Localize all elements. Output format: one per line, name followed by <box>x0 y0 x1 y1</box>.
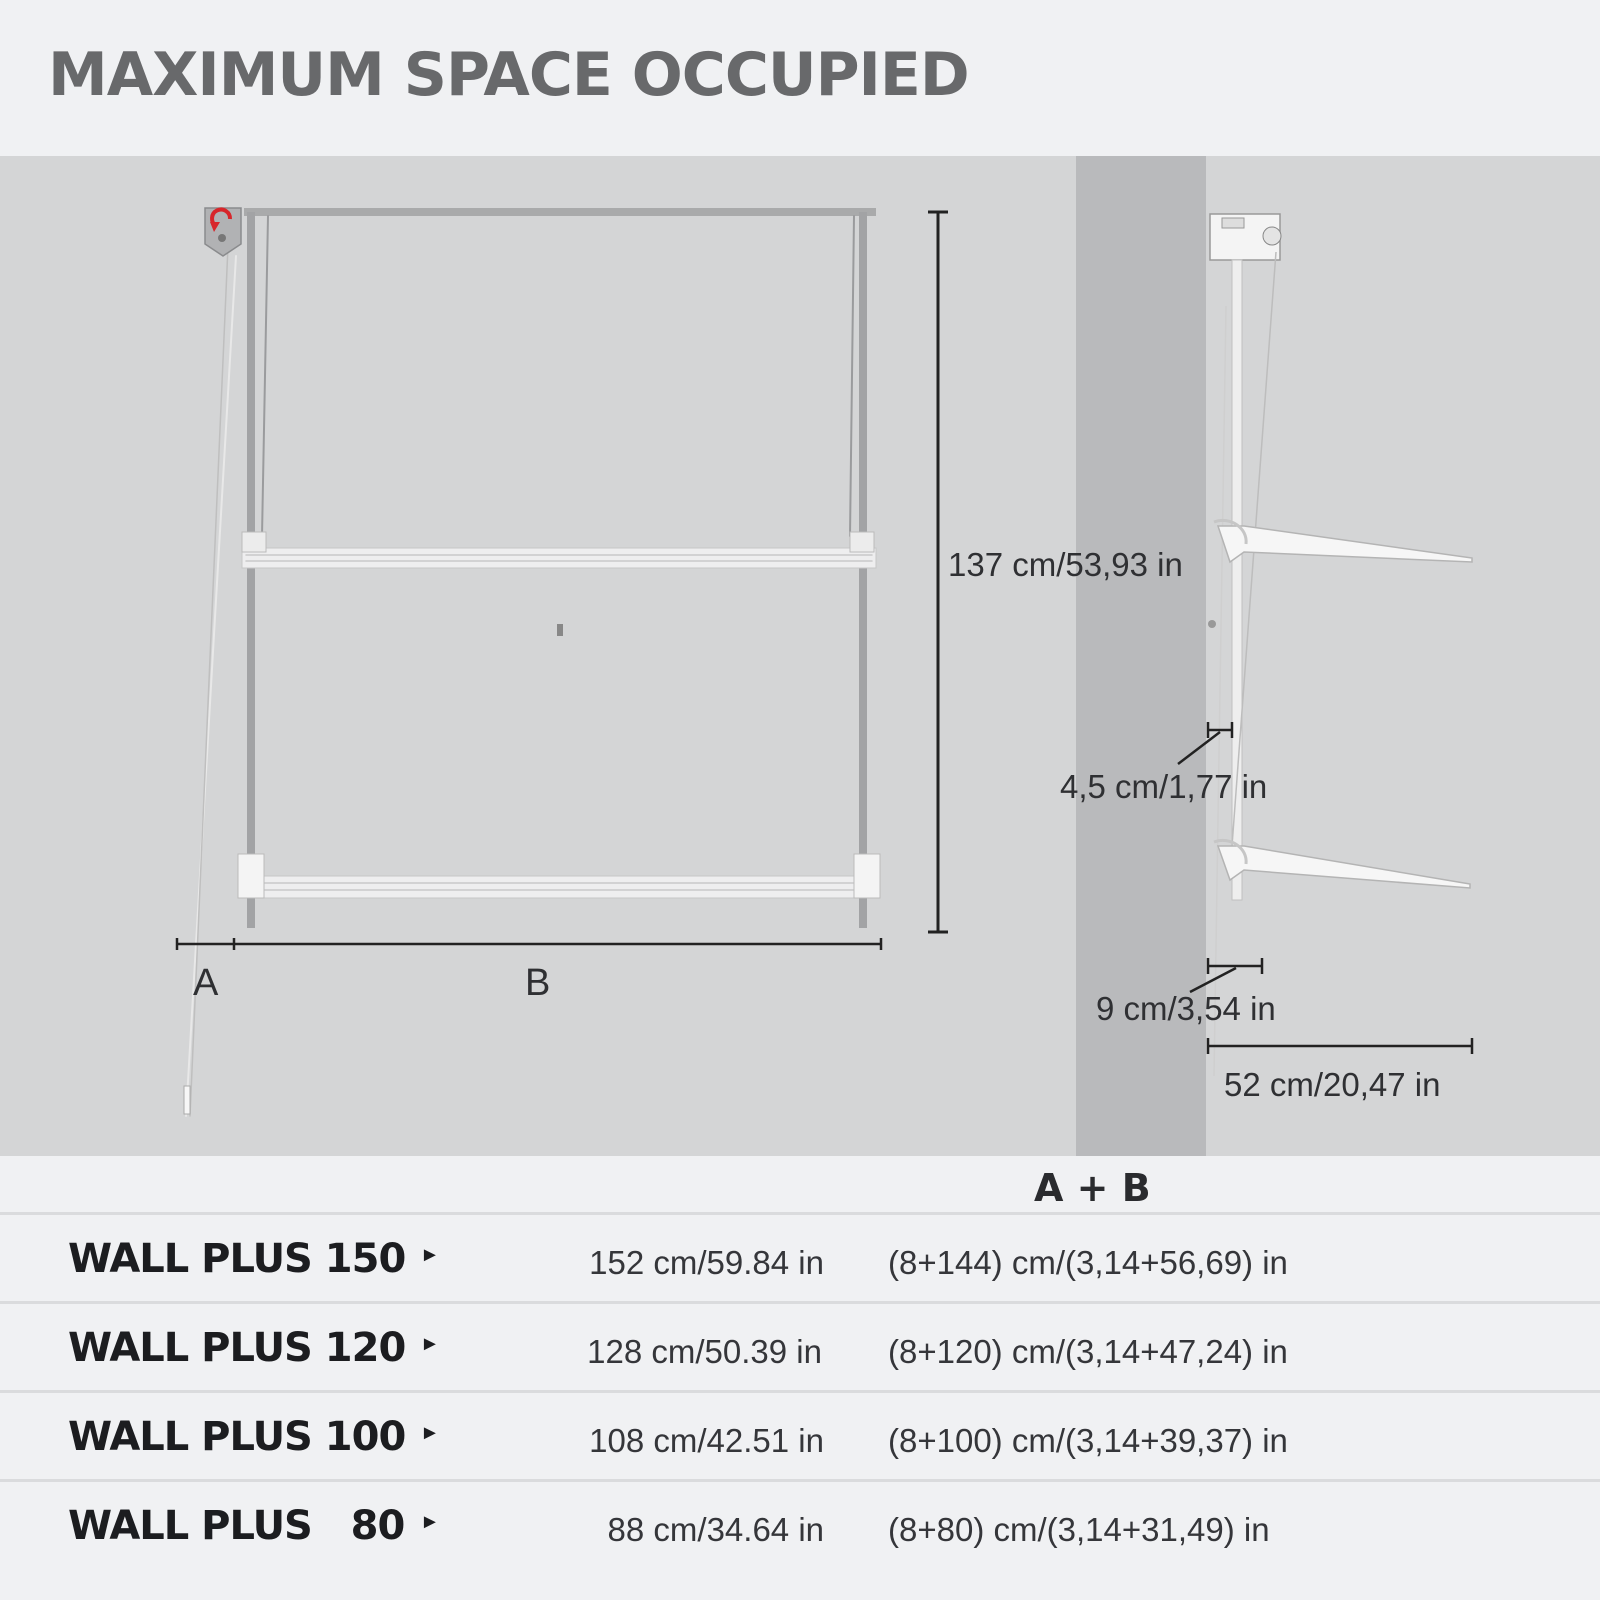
arrow-right-icon: ► <box>420 1244 440 1266</box>
arrow-right-icon: ► <box>420 1511 440 1533</box>
width-breakdown: (8+144) cm/(3,14+56,69) in <box>888 1244 1288 1281</box>
model-name: WALL PLUS 100 <box>68 1414 406 1460</box>
header-band <box>0 0 1600 156</box>
model-name: WALL PLUS 120 <box>68 1325 406 1371</box>
pulley-badge <box>205 208 241 256</box>
depth-label: 52 cm/20,47 in <box>1224 1066 1441 1103</box>
height-label: 137 cm/53,93 in <box>948 546 1183 583</box>
dimension-b-label: B <box>525 962 551 1004</box>
total-width: 152 cm/59.84 in <box>589 1244 824 1281</box>
model-name: WALL PLUS 80 <box>68 1503 405 1549</box>
width-breakdown: (8+100) cm/(3,14+39,37) in <box>888 1422 1288 1459</box>
width-breakdown: (8+80) cm/(3,14+31,49) in <box>888 1511 1270 1548</box>
model-name: WALL PLUS 150 <box>68 1236 406 1282</box>
row-divider <box>0 1479 1600 1482</box>
depth-dimension <box>1208 1038 1472 1054</box>
row-divider <box>0 1301 1600 1304</box>
width-breakdown: (8+120) cm/(3,14+47,24) in <box>888 1333 1288 1370</box>
page-title: MAXIMUM SPACE OCCUPIED <box>48 40 969 110</box>
arrow-right-icon: ► <box>420 1422 440 1444</box>
lower-gap-label: 9 cm/3,54 in <box>1096 990 1276 1027</box>
row-divider <box>0 1212 1600 1215</box>
total-width: 88 cm/34.64 in <box>607 1511 824 1548</box>
width-dimension <box>176 938 882 950</box>
column-header-a-plus-b: A + B <box>1034 1166 1151 1210</box>
wall-gap-label: 4,5 cm/1,77 in <box>1060 768 1268 805</box>
arrow-right-icon: ► <box>420 1333 440 1355</box>
total-width: 108 cm/42.51 in <box>589 1422 824 1459</box>
rack-illustration <box>0 156 1600 1156</box>
height-dimension <box>928 212 948 932</box>
side-rack <box>1208 214 1472 1076</box>
row-divider <box>0 1390 1600 1393</box>
dimension-diagram <box>0 156 1600 1156</box>
total-width: 128 cm/50.39 in <box>587 1333 822 1370</box>
dimension-a-label: A <box>193 962 219 1004</box>
